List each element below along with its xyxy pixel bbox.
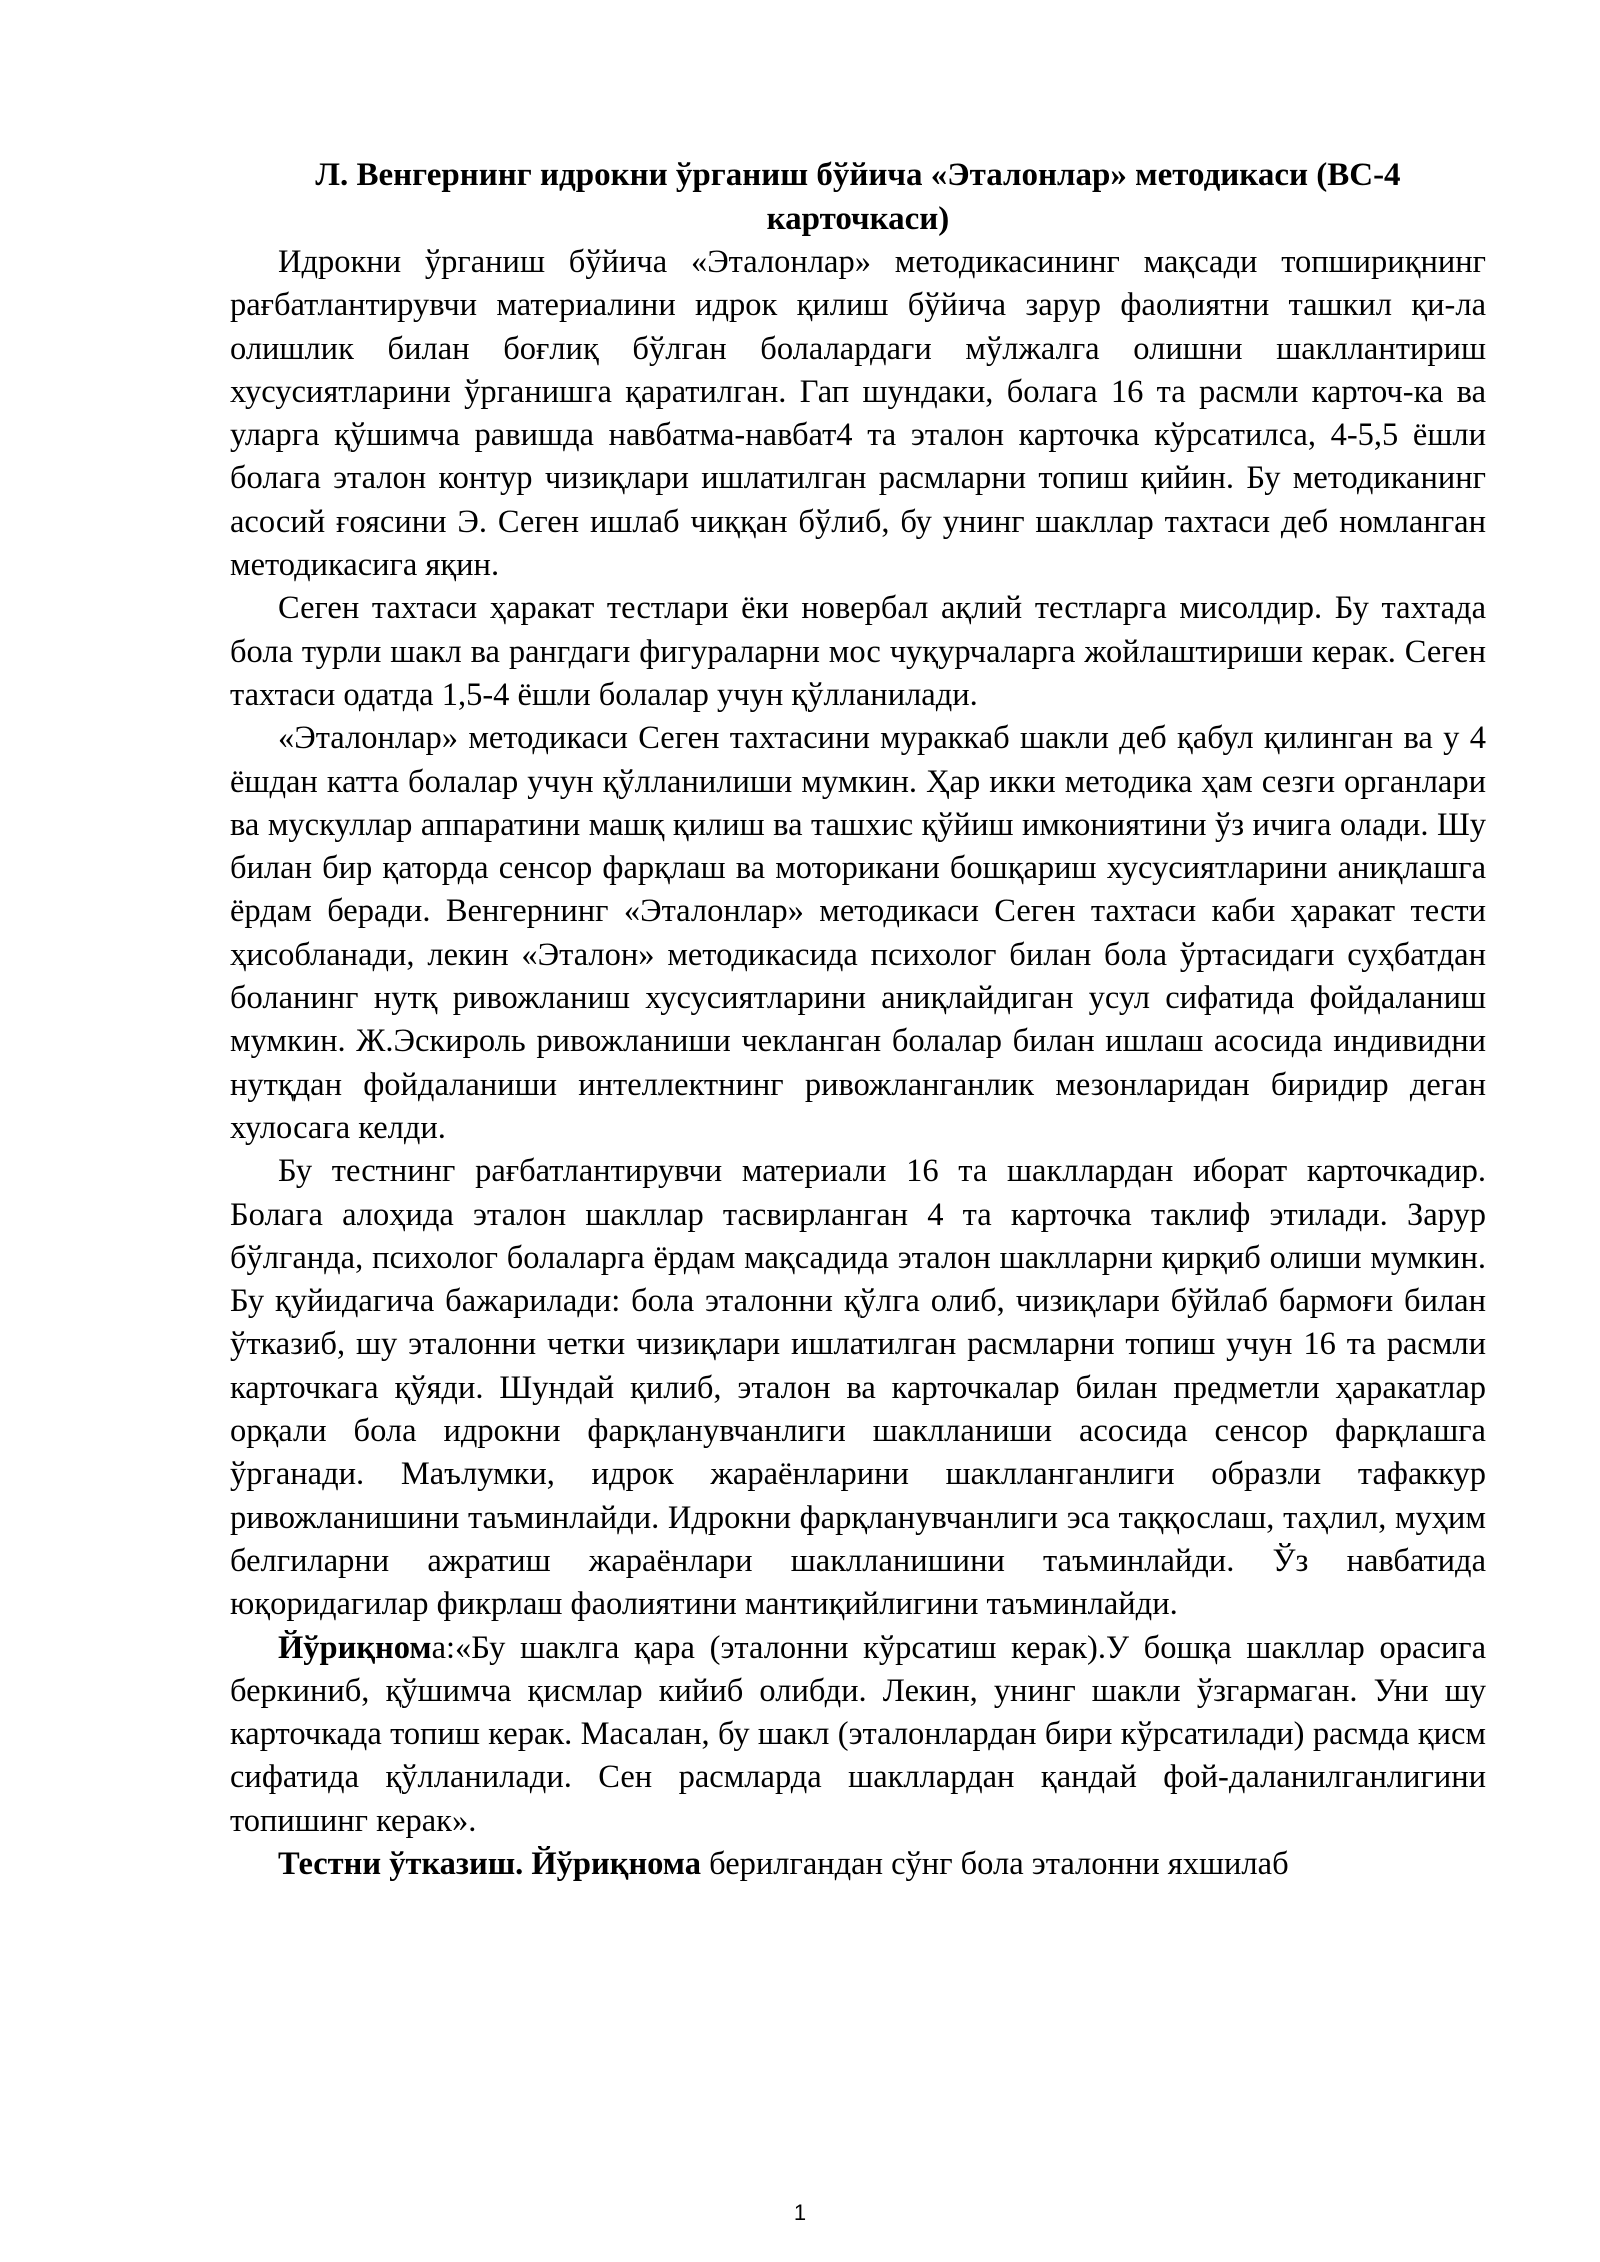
paragraph-1: Идрокни ўрганиш бўйича «Эталонлар» методикасининг мақсади топшириқнинг рағбатлантирувчи материалини идрок қилиш бўйича зарур фаолиятни ташкил қи-ла олишлик билан боғлиқ бўлган болалардаги мўлжалга олишни шакллантириш хусусиятларини ўрганишга қаратилган. Гап шундаки, болага 16 та расмли карточ-ка ва уларга қўшимча равишда навбатма-навбат4 та эталон карточка кўрсатилса, 4-5,5 ёшли болага эталон контур чизиқлари ишлатилган расмларни топиш қийин. Бу методиканинг асосий ғоясини Э. Сеген ишлаб чиққан бўлиб, бу унинг шакллар тахтаси деб номланган методикасига яқин. [230,244,1486,584]
paragraph-test [230,1843,1486,1886]
test-label: Тестни ўтказиш. Йўриқнома [278,1845,701,1882]
test-text: берилгандан сўнг бола эталонни яхшилаб [700,1845,1289,1882]
document-body [230,153,1486,1886]
paragraph-4: Бу тестнинг рағбатлантирувчи материали 16 та шакллардан иборат карточкадир. Болага алоҳида эталон шакллар тасвирланган 4 та карточка таклиф этилади. Зарур бўлганда, психолог болаларга ёрдам мақсадида эталон шаклларни қирқиб олиши мумкин. Бу қуйидагича бажарилади: бола эталонни қўлга олиб, чизиқлари бўйлаб бармоғи билан ўтказиб, шу эталонни четки чизиқлари ишлатилган расмларни топиш учун 16 та расмли карточкага қўяди. Шундай қилиб, эталон ва карточкалар билан предметли ҳаракатлар орқали бола идрокни фарқланувчанлиги шаклланиши асосида сенсор фарқлашга ўрганади. Маълумки, идрок жараёнларини шаклланганлиги образли тафаккур ривожланишини таъминлайди. Идрокни фарқланувчанлиги эса таққослаш, таҳлил, муҳим белгиларни ажратиш жараёнлари шаклланишини таъминлайди. Ўз навбатида юқоридагилар фикрлаш фаолиятини мантиқийлигини таъминлайди. [230,1153,1486,1623]
page-number: 1 [793,2200,807,2225]
paragraph-3: «Эталонлар» методикаси Сеген тахтасини мураккаб шакли деб қабул қилинган ва у 4 ёшдан катта болалар учун қўлланилиши мумкин. Ҳар икки методика ҳам сезги органлари ва мускуллар аппаратини машқ қилиш ва ташхис қўйиш имкониятини ўз ичига олади. Шу билан бир қаторда сенсор фарқлаш ва моторикани бошқариш хусусиятларини аниқлашга ёрдам беради. Венгернинг «Эталонлар» методикаси Сеген тахтаси каби ҳаракат тести ҳисобланади, лекин «Эталон» методикасида психолог билан бола ўртасидаги суҳбатдан боланинг нутқ ривожланиш хусусиятларини аниқлайдиган усул сифатида фойдаланиш мумкин. Ж.Эскироль ривожланиши чекланган болалар билан ишлаш асосида индивидни нутқдан фойдаланиши интеллектнинг ривожланганлик мезонларидан биридир деган хулосага келди. [230,720,1486,1146]
paragraph-2: Сеген тахтаси ҳаракат тестлари ёки новербал ақлий тестларга мисолдир. Бу тахтада бола турли шакл ва рангдаги фигураларни мос чуқурчаларга жойлаштириши керак. Сеген тахтаси одатда 1,5-4 ёшли болалар учун қўлланилади. [230,590,1486,713]
instruction-text: а:«Бу шаклга қара (эталонни кўрсатиш керак).У бошқа шакллар орасига беркиниб, қўшимча қисмлар кийиб олибди. Лекин, унинг шакли ўзгармаган. Уни шу карточкада топиш керак. Масалан, бу шакл (эталонлардан бири кўрсатилади) расмда қисм сифатида қўлланилади. Сен расмларда шакллардан қандай фой-даланилганлигини топишинг керак». [230,1629,1486,1839]
paragraph-instruction [230,1627,1486,1843]
document-title: Л. Венгернинг идрокни ўрганиш бўйича «Эталонлар» методикаси (ВС-4 карточкаси) [315,157,1401,237]
instruction-label: Йўриқном [278,1629,432,1666]
